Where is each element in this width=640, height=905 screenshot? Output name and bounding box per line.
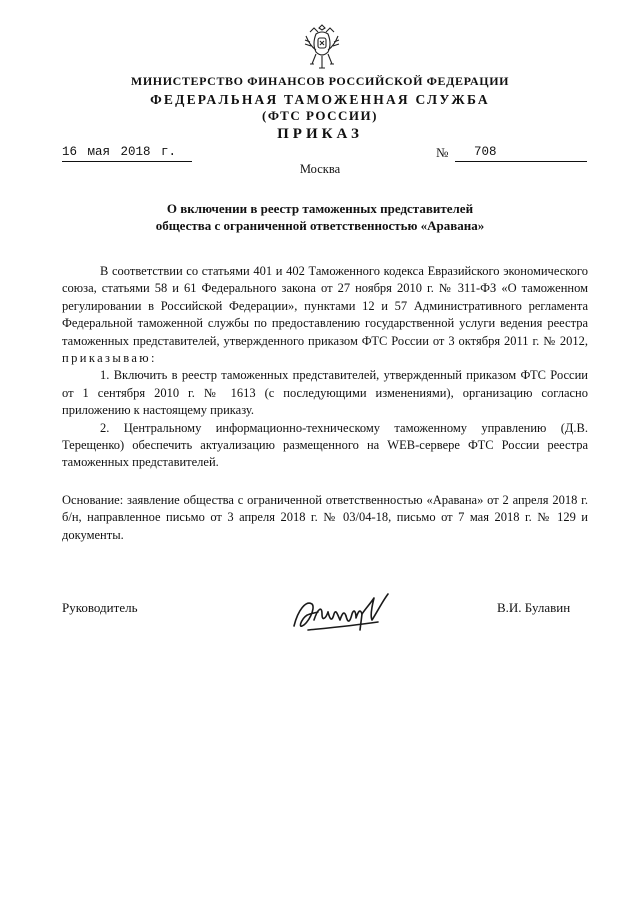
order-number-label: № bbox=[436, 145, 449, 160]
preamble-text: В соответствии со статьями 401 и 402 Таможенного кодекса Евразийского экономического союза, статьями 58 и 61 Федерального закона от 27 ноября 2010 г. № 311-ФЗ «О таможенном регулировании в Российской Федерации», пунктами 12 и 57 Административного регламента Федеральной таможенной службы по предоставлению государственной услуги ведения реестра таможенных представителей, утвержденного приказом ФТС России от 3 октября 2011 г. № 2012, bbox=[62, 264, 588, 348]
subject-line-1: О включении в реестр таможенных представителей bbox=[166, 201, 474, 216]
signatory-title: Руководитель bbox=[62, 600, 138, 615]
document-type: ПРИКАЗ bbox=[277, 126, 363, 142]
subject-line-2: общества с ограниченной ответственностью «Аравана» bbox=[155, 218, 485, 233]
handwritten-signature bbox=[288, 586, 398, 634]
coat-of-arms-icon bbox=[302, 24, 342, 72]
ministry-name: МИНИСТЕРСТВО ФИНАНСОВ РОССИЙСКОЙ ФЕДЕРАЦИИ bbox=[130, 74, 510, 88]
service-abbreviation: (ФТС РОССИИ) bbox=[262, 108, 378, 123]
order-item-2: 2. Центральному информационно-техническому таможенному управлению (Д.В. Терещенко) обеспечить актуализацию размещенного на WEB-сервере ФТС России реестра таможенных представителей. bbox=[62, 420, 588, 470]
basis-paragraph: Основание: заявление общества с ограниченной ответственностью «Аравана» от 2 апреля 2018 г. б/н, направленное письмо от 3 апреля 2018 г. № 03/04-18, письмо от 7 мая 2018 г. № 129 и документы. bbox=[62, 493, 588, 542]
order-word: приказываю: bbox=[62, 351, 157, 366]
city: Москва bbox=[299, 162, 341, 176]
order-number: 708 bbox=[474, 145, 497, 159]
subject-heading bbox=[0, 200, 640, 234]
order-body bbox=[62, 263, 588, 472]
order-date: 16 мая 2018 г. bbox=[62, 145, 177, 159]
service-name: ФЕДЕРАЛЬНАЯ ТАМОЖЕННАЯ СЛУЖБА bbox=[150, 92, 490, 107]
order-item-1: 1. Включить в реестр таможенных представителей, утвержденный приказом ФТС России от 1 сентября 2010 г. № 1613 (с последующими изменениями), организацию согласно приложению к настоящему приказу. bbox=[62, 368, 588, 418]
preamble-paragraph bbox=[62, 263, 588, 367]
signatory-name: В.И. Булавин bbox=[497, 600, 571, 615]
